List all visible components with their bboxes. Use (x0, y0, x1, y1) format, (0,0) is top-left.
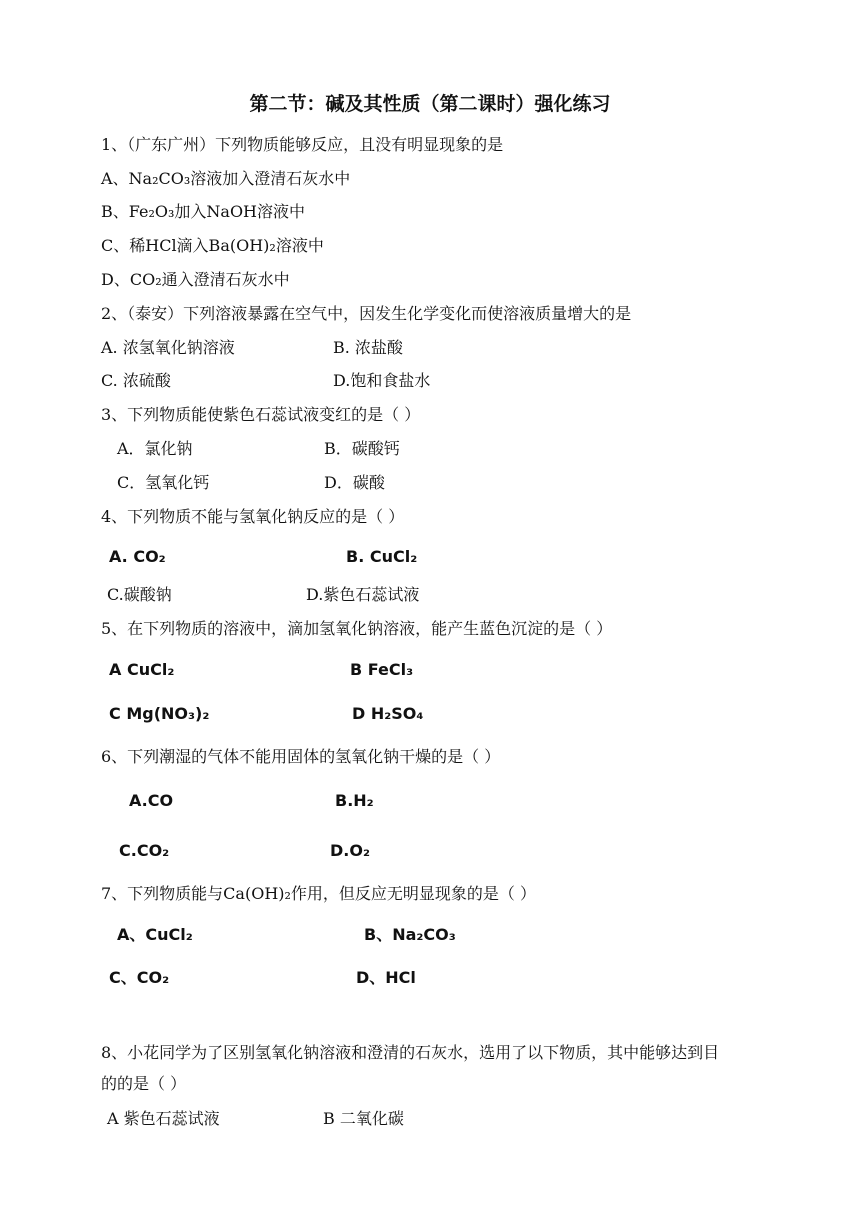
question-6-option-d: D.O₂ (330, 841, 370, 860)
question-3-option-b: B．碳酸钙 (324, 439, 400, 458)
question-1-stem: 1、（广东广州）下列物质能够反应，且没有明显现象的是 (101, 135, 504, 154)
question-6-option-c: C.CO₂ (119, 841, 170, 860)
question-8-stem-line-2: 的的是（ ） (101, 1074, 187, 1093)
question-2-option-a: A. 浓氢氧化钠溶液 (101, 338, 235, 357)
question-1-option-d: D、CO₂通入澄清石灰水中 (101, 270, 290, 289)
question-7-option-d: D、HCl (356, 968, 416, 987)
question-8-option-b: B 二氧化碳 (323, 1109, 404, 1128)
page-title: 第二节：碱及其性质（第二课时）强化练习 (249, 93, 611, 115)
question-7-option-a: A、CuCl₂ (117, 925, 193, 944)
question-8-option-a: A 紫色石蕊试液 (107, 1109, 220, 1128)
question-5-option-a: A CuCl₂ (109, 660, 175, 679)
question-4-option-d: D.紫色石蕊试液 (306, 585, 420, 604)
question-1-option-b: B、Fe₂O₃加入NaOH溶液中 (101, 202, 306, 221)
question-3-option-a: A．氯化钠 (117, 439, 193, 458)
question-7-option-b: B、Na₂CO₃ (364, 925, 456, 944)
question-3-stem: 3、下列物质能使紫色石蕊试液变红的是（ ） (101, 405, 421, 424)
question-5-option-d: D H₂SO₄ (352, 704, 424, 723)
question-4-option-a: A. CO₂ (109, 547, 166, 566)
question-2-stem: 2、（泰安）下列溶液暴露在空气中，因发生化学变化而使溶液质量增大的是 (101, 304, 632, 323)
question-5-stem: 5、在下列物质的溶液中，滴加氢氧化钠溶液，能产生蓝色沉淀的是（ ） (101, 619, 613, 638)
question-6-option-a: A.CO (129, 791, 174, 810)
question-3-option-d: D．碳酸 (324, 473, 385, 492)
question-7-stem: 7、下列物质能与Ca(OH)₂作用，但反应无明显现象的是（ ） (101, 884, 537, 903)
question-2-option-b: B. 浓盐酸 (333, 338, 403, 357)
question-6-stem: 6、下列潮湿的气体不能用固体的氢氧化钠干燥的是（ ） (101, 747, 501, 766)
question-4-stem: 4、下列物质不能与氢氧化钠反应的是（ ） (101, 507, 405, 526)
question-7-option-c: C、CO₂ (109, 968, 170, 987)
question-5-option-c: C Mg(NO₃)₂ (109, 704, 210, 723)
question-4-option-c: C.碳酸钠 (107, 585, 172, 604)
question-8-stem-line-1: 8、小花同学为了区别氢氧化钠溶液和澄清的石灰水，选用了以下物质，其中能够达到目 (101, 1043, 720, 1062)
question-6-option-b: B.H₂ (335, 791, 374, 810)
question-2-option-d: D.饱和食盐水 (333, 371, 431, 390)
question-1-option-c: C、稀HCl滴入Ba(OH)₂溶液中 (101, 236, 324, 255)
question-5-option-b: B FeCl₃ (350, 660, 414, 679)
question-3-option-c: C．氢氧化钙 (117, 473, 210, 492)
question-2-option-c: C. 浓硫酸 (101, 371, 171, 390)
question-1-option-a: A、Na₂CO₃溶液加入澄清石灰水中 (101, 169, 351, 188)
question-4-option-b: B. CuCl₂ (346, 547, 418, 566)
